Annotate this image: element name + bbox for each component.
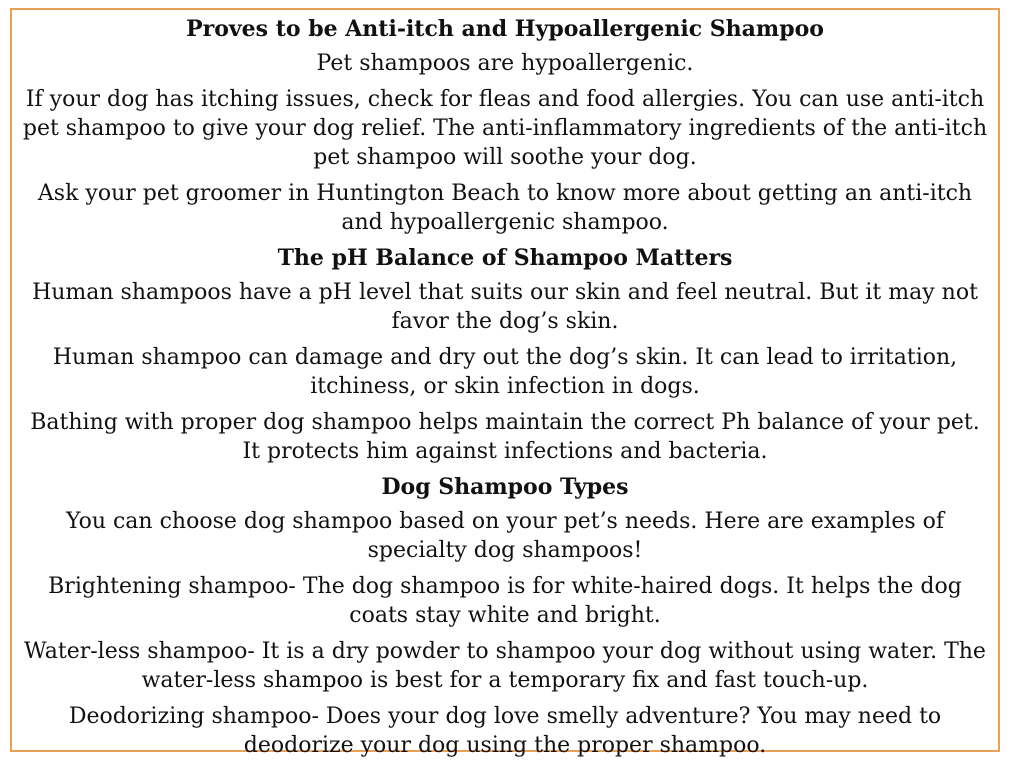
- paragraph: Ask your pet groomer in Huntington Beach to know more about getting an anti-itch and hypoallergenic shampoo.: [37, 181, 973, 235]
- paragraph: Bathing with proper dog shampoo helps maintain the correct Ph balance of your pet. It protects him against infections and bacteria.: [30, 410, 980, 464]
- paragraph: You can choose dog shampoo based on your pet’s needs. Here are examples of specialty dog shampoos!: [65, 509, 945, 563]
- paragraph: Deodorizing shampoo- Does your dog love smelly adventure? You may need to deodorize your dog using the proper shampoo.: [68, 704, 942, 758]
- paragraph: Pet shampoos are hypoallergenic.: [316, 51, 694, 76]
- paragraph: Water-less shampoo- It is a dry powder to shampoo your dog without using water. The water-less shampoo is best for a temporary fix and fast touch-up.: [24, 639, 986, 693]
- paragraph: Brightening shampoo- The dog shampoo is for white-haired dogs. It helps the dog coats stay white and bright.: [48, 574, 962, 628]
- section-heading-ph-balance: The pH Balance of Shampoo Matters: [277, 245, 733, 271]
- paragraph: Human shampoo can damage and dry out the dog’s skin. It can lead to irritation, itchiness, or skin infection in dogs.: [52, 345, 958, 399]
- paragraph: If your dog has itching issues, check for fleas and food allergies. You can use anti-itch pet shampoo to give your dog relief. The anti-inflammatory ingredients of the anti-itch pet shampoo will soothe your dog.: [22, 87, 988, 170]
- section-heading-shampoo-types: Dog Shampoo Types: [381, 474, 629, 500]
- content-frame: [10, 8, 1000, 758]
- paragraph: Human shampoos have a pH level that suits our skin and feel neutral. But it may not favor the dog’s skin.: [32, 280, 978, 334]
- section-heading-anti-itch: Proves to be Anti-itch and Hypoallergenic Shampoo: [186, 16, 824, 42]
